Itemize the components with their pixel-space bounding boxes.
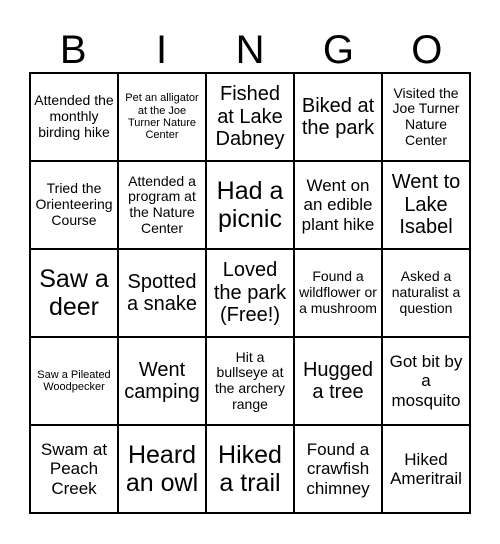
bingo-grid: [29, 72, 471, 514]
bingo-cell[interactable]: Saw a deer: [30, 249, 118, 337]
bingo-cell[interactable]: Had a picnic: [206, 161, 294, 249]
bingo-cell[interactable]: Found a wildflower or a mushroom: [294, 249, 382, 337]
header-letter-o: O: [411, 28, 443, 72]
bingo-cell[interactable]: Attended the monthly birding hike: [30, 73, 118, 161]
bingo-cell[interactable]: Hit a bullseye at the archery range: [206, 337, 294, 425]
bingo-cell[interactable]: Pet an alligator at the Joe Turner Nature Center: [118, 73, 206, 161]
bingo-cell[interactable]: Saw a Pileated Woodpecker: [30, 337, 118, 425]
bingo-cell[interactable]: Swam at Peach Creek: [30, 425, 118, 513]
bingo-cell[interactable]: Visited the Joe Turner Nature Center: [382, 73, 470, 161]
bingo-cell[interactable]: Got bit by a mosquito: [382, 337, 470, 425]
bingo-cell[interactable]: Found a crawfish chimney: [294, 425, 382, 513]
bingo-cell[interactable]: Fished at Lake Dabney: [206, 73, 294, 161]
bingo-cell[interactable]: Went camping: [118, 337, 206, 425]
bingo-cell[interactable]: Tried the Orienteering Course: [30, 161, 118, 249]
bingo-header: [29, 28, 471, 72]
bingo-cell[interactable]: Heard an owl: [118, 425, 206, 513]
bingo-cell[interactable]: Hiked a trail: [206, 425, 294, 513]
header-letter-g: G: [322, 28, 354, 72]
bingo-cell[interactable]: Hiked Ameritrail: [382, 425, 470, 513]
header-letter-i: I: [156, 28, 168, 72]
bingo-cell[interactable]: Went on an edible plant hike: [294, 161, 382, 249]
bingo-cell[interactable]: Attended a program at the Nature Center: [118, 161, 206, 249]
bingo-cell[interactable]: Biked at the park: [294, 73, 382, 161]
bingo-cell[interactable]: Asked a naturalist a question: [382, 249, 470, 337]
bingo-cell[interactable]: Loved the park (Free!): [206, 249, 294, 337]
bingo-cell[interactable]: Spotted a snake: [118, 249, 206, 337]
header-letter-b: B: [59, 28, 87, 72]
bingo-cell[interactable]: Went to Lake Isabel: [382, 161, 470, 249]
bingo-cell[interactable]: Hugged a tree: [294, 337, 382, 425]
header-letter-n: N: [235, 28, 265, 72]
